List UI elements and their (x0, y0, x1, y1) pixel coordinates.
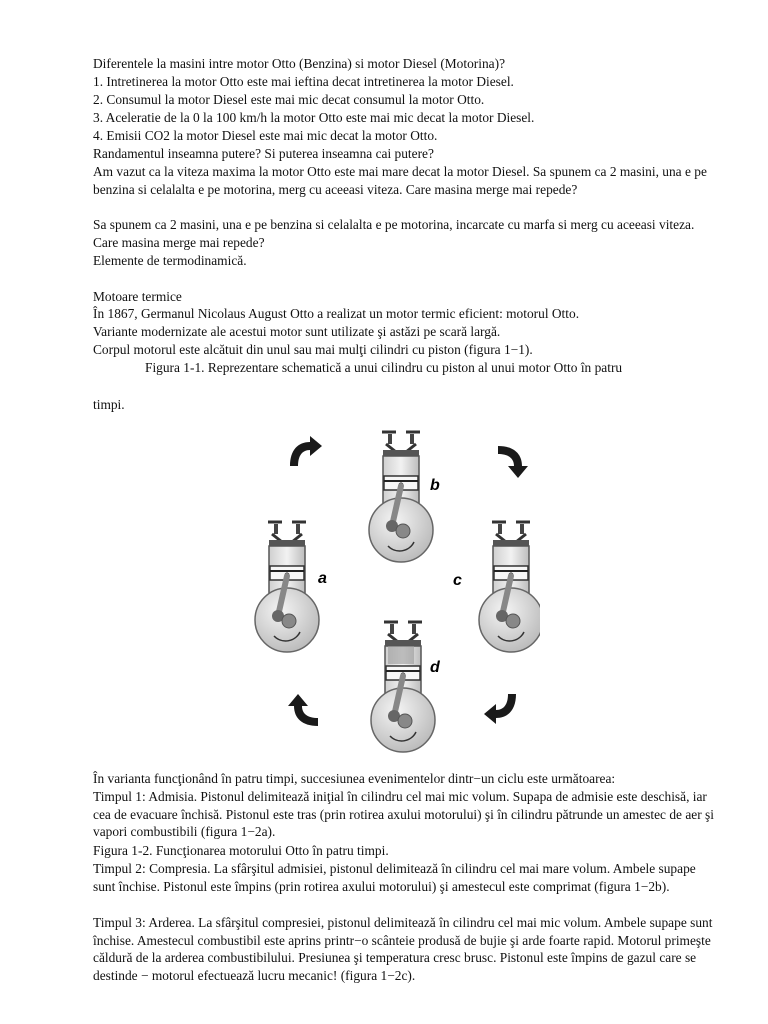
intro-point-1: 1. Intretinerea la motor Otto este mai ieftina decat intretinerea la motor Diesel. (93, 74, 514, 89)
section-paragraph-3: Corpul motorul este alcătuit din unul sau mai mulţi cilindri cu piston (figura 1−1). (93, 342, 533, 357)
arrow-bottom-left-icon (288, 694, 318, 726)
figure-1-caption-continued: timpi. (93, 397, 125, 412)
stroke-2-paragraph: Timpul 2: Compresia. La sfârşitul admisiei, pistonul delimitează în cilindru cel mai mare volum. Ambele supape sunt închise. Pistonul este împins (prin rotirea axului motorului) şi amestecul este comprimat (figura 1−2b). (93, 861, 696, 894)
cylinder-d (371, 622, 435, 752)
intro-point-3: 3. Aceleratie de la 0 la 100 km/h la motor Otto este mai mic decat la motor Diesel. (93, 110, 535, 125)
question-power: Randamentul inseamna putere? Si puterea inseamna cai putere? (93, 146, 434, 161)
label-d: d (430, 659, 440, 676)
cycle-intro: În varianta funcţionând în patru timpi, succesiunea evenimentelor dintr−un ciclu este următoarea: (93, 771, 616, 786)
stroke-3-paragraph: Timpul 3: Arderea. La sfârşitul compresiei, pistonul delimitează în cilindru cel mai mic volum. Ambele supape sunt închise. Amestecul combustibil este aprins printr−o scânteie produsă de bujie şi arde foarte rapid. Motorul primeşte căldură de la arderea combustibilului. Presiunea şi temperatura cresc brusc. Pistonul este împins de gazul care se destinde − motorul efectuează lucru mecanic! (figura 1−2c). (93, 915, 713, 983)
label-c: c (453, 572, 462, 589)
arrow-top-left-icon (290, 436, 322, 466)
arrow-bottom-right-icon (484, 694, 516, 724)
question-speed: Am vazut ca la viteza maxima la motor Otto este mai mare decat la motor Diesel. Sa spunem ca 2 masini, una e pe benzina si celalalta e pe motorina, merg cu aceeasi viteza. Care masina merge mai repede? (93, 164, 707, 197)
intro-question: Diferentele la masini intre motor Otto (Benzina) si motor Diesel (Motorina)? (93, 56, 506, 71)
thermo-heading: Elemente de termodinamică. (93, 253, 247, 268)
intro-point-2: 2. Consumul la motor Diesel este mai mic decat consumul la motor Otto. (93, 92, 485, 107)
section-paragraph-1: În 1867, Germanul Nicolaus August Otto a realizat un motor termic eficient: motorul Otto. (93, 306, 580, 321)
arrow-top-right-icon (498, 446, 528, 478)
stroke-1-paragraph: Timpul 1: Admisia. Pistonul delimitează iniţial în cilindru cel mai mic volum. Supapa de admisie este deschisă, iar cea de evacuare închisă. Pistonul este tras (prin rotirea axului motorului) şi în cilindru pătrunde un amestec de aer şi vapori combustibili (figura 1−2a). (93, 789, 714, 839)
figure-1-caption: Figura 1-1. Reprezentare schematică a unui cilindru cu piston al unui motor Otto în patru (145, 360, 623, 375)
intro-point-4: 4. Emisii CO2 la motor Diesel este mai mic decat la motor Otto. (93, 128, 438, 143)
cylinder-b (369, 432, 433, 562)
section-paragraph-2: Variante modernizate ale acestui motor sunt utilizate şi astăzi pe scară largă. (93, 324, 501, 339)
section-title: Motoare termice (93, 289, 182, 304)
figure-2-caption: Figura 1-2. Funcţionarea motorului Otto în patru timpi. (93, 843, 389, 858)
cylinder-c (479, 522, 540, 652)
label-b: b (430, 477, 440, 494)
label-a: a (318, 570, 327, 587)
question-cargo: Sa spunem ca 2 masini, una e pe benzina si celalalta e pe motorina, incarcate cu marfa si merg cu aceeasi viteza. Care masina merge mai repede? (93, 217, 695, 250)
cylinder-a (255, 522, 319, 652)
otto-cycle-figure (240, 420, 540, 770)
